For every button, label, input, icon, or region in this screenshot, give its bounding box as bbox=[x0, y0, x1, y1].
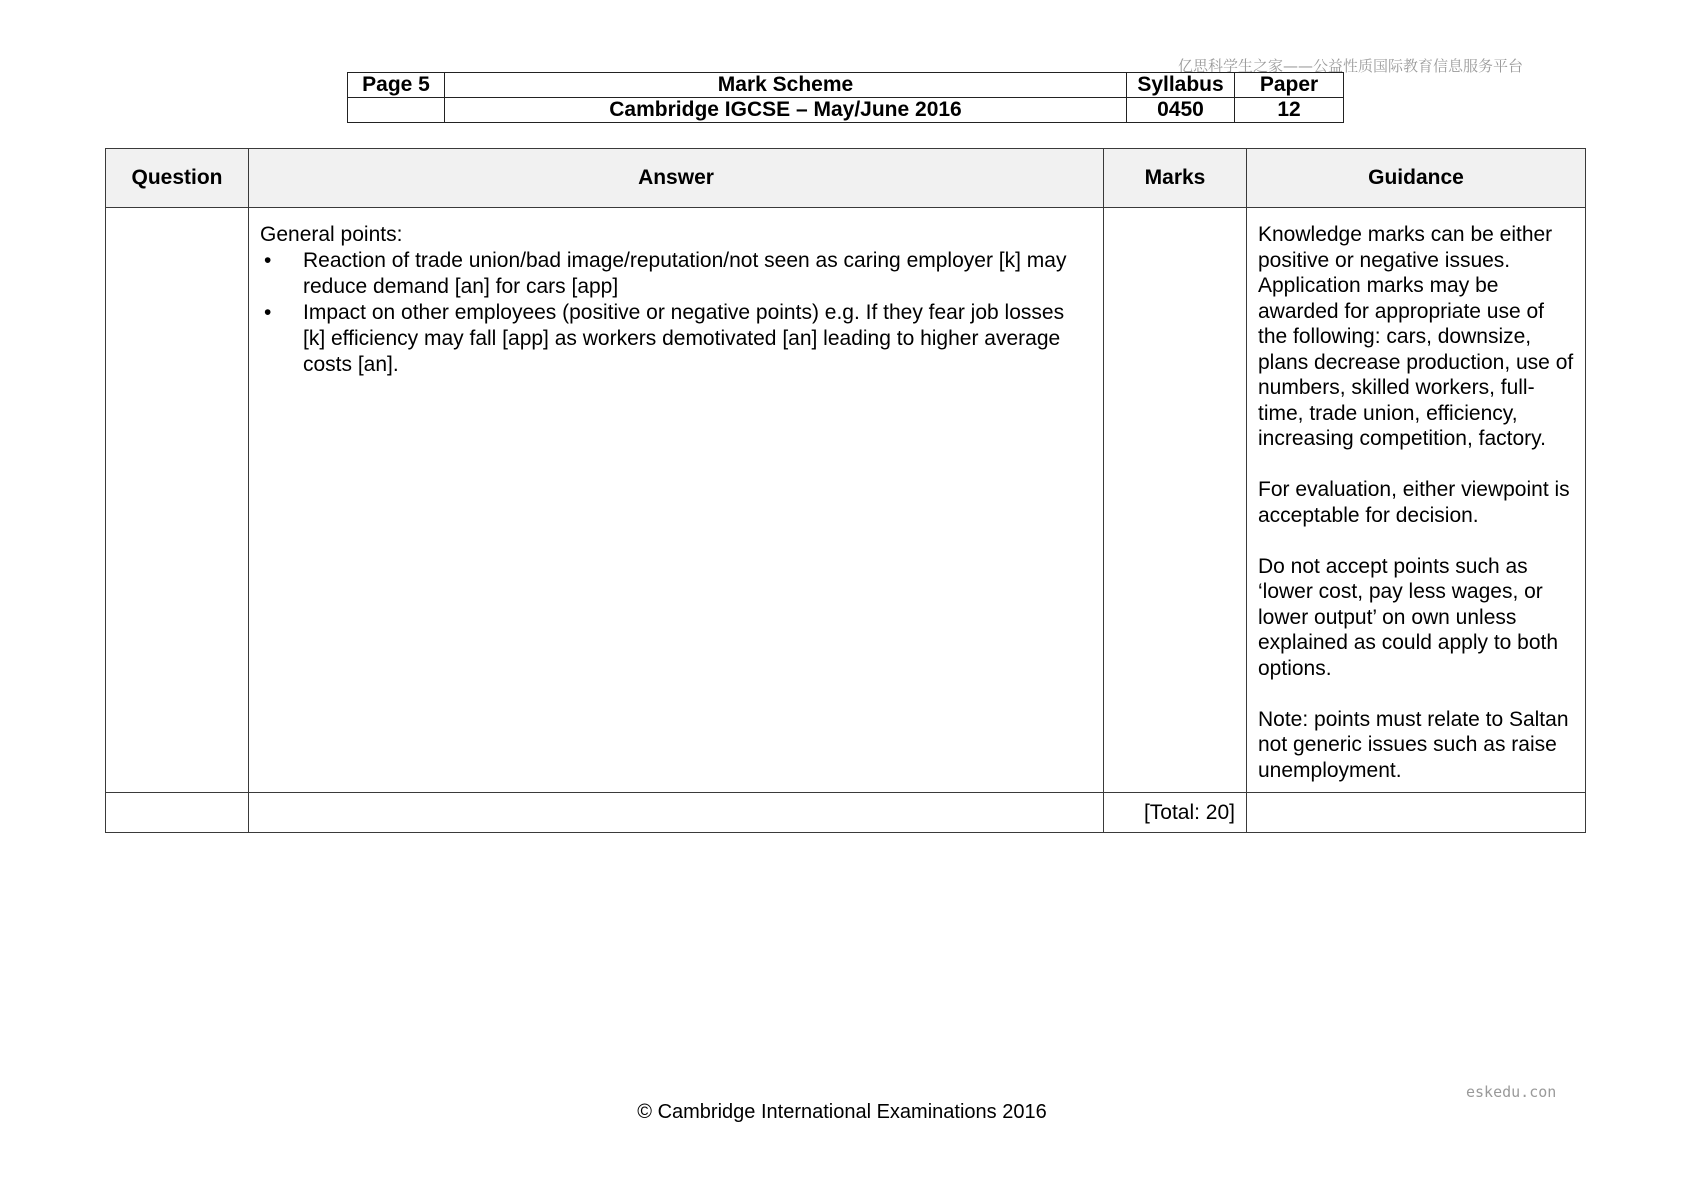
watermark-bottom: eskedu.con bbox=[1466, 1083, 1557, 1101]
header-table bbox=[347, 72, 1344, 123]
mark-scheme-table bbox=[105, 148, 1586, 833]
empty-cell bbox=[249, 793, 1104, 833]
list-item bbox=[264, 248, 1091, 300]
list-item bbox=[264, 300, 1091, 378]
page-label: Page 5 bbox=[348, 73, 445, 98]
column-header-answer: Answer bbox=[249, 149, 1104, 208]
total-row bbox=[106, 793, 1586, 833]
guidance-paragraph: Do not accept points such as ‘lower cost, pay less wages, or lower output’ on own unless explained as could apply to both options. bbox=[1258, 554, 1559, 680]
guidance-paragraph: Knowledge marks can be either positive or negative issues. Application marks may be awarded for appropriate use of the following: cars, downsize, plans decrease production, use of numbers, skilled workers, full-time, trade union, efficiency, increasing competition, factory. bbox=[1258, 223, 1574, 450]
document-title: Mark Scheme bbox=[445, 73, 1127, 98]
syllabus-label: Syllabus bbox=[1127, 73, 1235, 98]
answer-bullet-text: Impact on other employees (positive or negative points) e.g. If they fear job losses [k] efficiency may fall [app] as workers demotivated [an] leading to higher average costs [an]. bbox=[303, 301, 1065, 376]
total-marks: [Total: 20] bbox=[1104, 793, 1247, 833]
watermark-top: 亿思科学生之家——公益性质国际教育信息服务平台 bbox=[1178, 57, 1524, 75]
copyright-footer: © Cambridge International Examinations 2016 bbox=[637, 1101, 1047, 1123]
guidance-cell bbox=[1247, 208, 1586, 793]
empty-cell bbox=[106, 793, 249, 833]
table-header-row bbox=[106, 149, 1586, 208]
table-row bbox=[106, 208, 1586, 793]
bullet-icon: • bbox=[264, 301, 272, 324]
guidance-paragraph: Note: points must relate to Saltan not generic issues such as raise unemployment. bbox=[1258, 707, 1569, 782]
paper-value: 12 bbox=[1235, 98, 1344, 123]
document-subtitle: Cambridge IGCSE – May/June 2016 bbox=[445, 98, 1127, 123]
marks-cell bbox=[1104, 208, 1247, 793]
syllabus-value: 0450 bbox=[1127, 98, 1235, 123]
guidance-paragraph: For evaluation, either viewpoint is acceptable for decision. bbox=[1258, 478, 1570, 527]
answer-bullet-text: Reaction of trade union/bad image/reputation/not seen as caring employer [k] may reduce demand [an] for cars [app] bbox=[303, 249, 1067, 298]
answer-bullet-list bbox=[260, 248, 1091, 378]
empty-cell bbox=[348, 98, 445, 123]
empty-cell bbox=[1247, 793, 1586, 833]
answer-intro: General points: bbox=[260, 223, 403, 246]
answer-cell bbox=[249, 208, 1104, 793]
column-header-marks: Marks bbox=[1104, 149, 1247, 208]
bullet-icon: • bbox=[264, 249, 272, 272]
column-header-guidance: Guidance bbox=[1247, 149, 1586, 208]
column-header-question: Question bbox=[106, 149, 249, 208]
question-cell bbox=[106, 208, 249, 793]
paper-label: Paper bbox=[1235, 73, 1344, 98]
